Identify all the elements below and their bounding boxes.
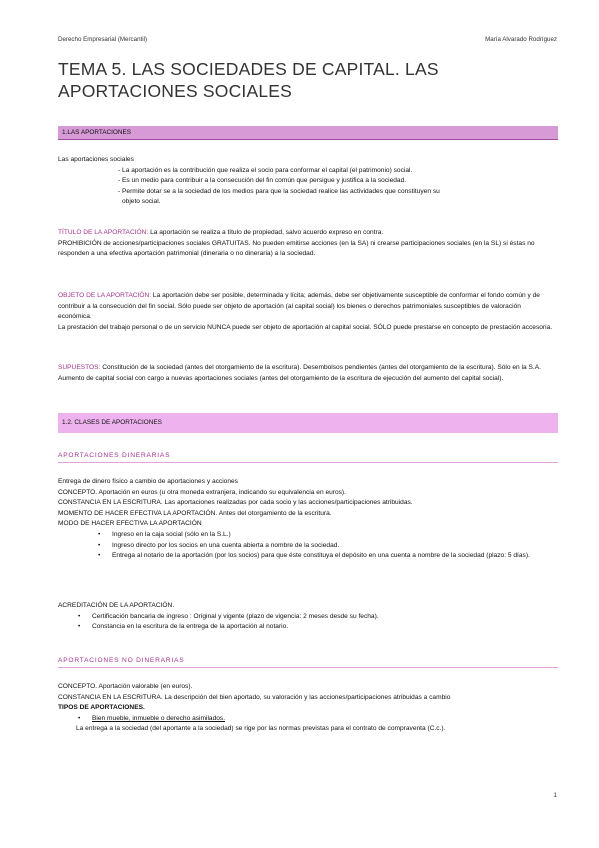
intro-text: Las aportaciones sociales [58,156,134,163]
section-heading-clases: 1.2. CLASES DE APORTACIONES [58,413,558,433]
dinerarias-line: Entrega de dinero físico a cambio de aportaciones y acciones [58,478,238,485]
header-course: Derecho Empresarial (Mercantil) [58,36,148,43]
bullet-icon: • [98,530,101,538]
titulo-paragraph [58,228,554,260]
no-dinerarias-block [58,682,554,735]
acreditacion-heading: ACREDITACIÓN DE LA APORTACIÓN. [58,602,175,609]
objeto-label: OBJETO DE LA APORTACIÓN: [58,292,152,299]
entrega-text: La entrega a la sociedad (del aportante a la sociedad) se rige por las normas previstas para el contrato de compraventa (C.c.). [76,725,446,733]
dash-item: - Permite dotar se a la sociedad de los medios para que la sociedad realice las actividades que constituyen su [118,187,440,195]
subheading-dinerarias: APORTACIONES DINERARIAS [58,452,558,463]
bullet-icon: • [98,552,101,560]
bullet-icon: • [78,623,81,631]
objeto-paragraph [58,291,554,333]
supuestos-label: SUPUESTOS: [58,364,101,371]
dinerarias-line: CONSTANCIA EN LA ESCRITURA. Las aportaciones realizadas por cada socio y las acciones/participaciones atribuidas. [58,499,413,507]
supuestos-paragraph [58,363,554,384]
dinerarias-line: MOMENTO DE HACER EFECTIVA LA APORTACIÓN. Antes del otorgamiento de la escritura. [58,509,332,517]
acreditacion-block [58,601,554,633]
dinerarias-line: CONCEPTO. Aportación en euros (u otra moneda extranjera, indicando su equivalencia en euros). [58,488,346,496]
page-title: TEMA 5. LAS SOCIEDADES DE CAPITAL. LAS APORTACIONES SOCIALES [58,59,439,101]
dash-item: - Es un medio para contribuir a la consecución del fin común que persigue y justifica a la sociedad. [118,177,407,185]
constancia-text: CONSTANCIA EN LA ESCRITURA. La descripción del bien aportado, su valoración y las acciones/participaciones atribuidas a cambio [58,693,451,701]
titulo-label: TÍTULO DE LA APORTACIÓN: [58,229,149,236]
objeto-text-2: La prestación del trabajo personal o de un servicio NUNCA puede ser objeto de aportación al capital social. SÓLO puede prestarse en concepto de prestación accesoria. [58,323,553,331]
list-item: • Ingreso directo por los socios en una cuenta abierta a nombre de la sociedad. [58,541,554,552]
list-item: • Bien mueble, inmueble o derecho asimilados. [58,714,554,725]
dinerarias-block [58,477,554,562]
prohibicion-text: PROHIBICIÓN de acciones/participaciones sociales GRATUITAS. No pueden emitirse acciones (en la SA) ni crearse participaciones sociales (en la SL) si éstas no responden a una efectiva aportación patrimonial (dineraria o no dineraria) a la sociedad. [58,239,535,258]
concepto-text: CONCEPTO. Aportación valorable (en euros). [58,683,193,690]
bullet-icon: • [78,714,81,722]
dash-item: objeto social. [122,198,161,206]
dinerarias-line: MODO DE HACER EFECTIVA LA APORTACIÓN [58,520,202,528]
bullet-icon: • [78,612,81,620]
objeto-text: La aportación debe ser posible, determinada y lícita; además, debe ser objetivamente susceptible de conformar el fondo común y de contribuir a la consecución del fin social. Sólo puede ser objeto de aportación (al capital social) los bienes o derechos patrimoniales susceptibles de valoración económica. [58,292,540,321]
list-item: • Certificación bancaria de ingreso : Original y vigente (plazo de vigencia: 2 meses desde su fecha). [58,612,554,623]
titulo-text: La aportación se realiza a título de propiedad, salvo acuerdo expreso en contra. [148,229,384,236]
header-author: María Alvarado Rodríguez [485,36,557,43]
list-item: • Ingreso en la caja social (sólo en la S.L.) [58,530,554,541]
list-item: • Entrega al notario de la aportación (por los socios) para que éste constituya el depósito en una cuenta a nombre de la sociedad (plazo: 5 días). [58,551,554,562]
tipos-heading: TIPOS DE APORTACIONES. [58,704,145,712]
intro-block [58,155,554,208]
list-item: • Constancia en la escritura de la entrega de la aportación al notario. [58,622,554,633]
page-number: 1 [553,792,557,799]
subheading-no-dinerarias: APORTACIONES NO DINERARIAS [58,657,558,668]
section-heading-aportaciones: 1.LAS APORTACIONES [58,126,558,140]
supuestos-text: Constitución de la sociedad (antes del otorgamiento de la escritura). Desembolsos pendientes (antes del otorgamiento de la escritura). Sólo en la S.A. Aumento de capital social con cargo a nuevas aportaciones sociales (antes del otorgamiento de la escritura de ejecución del aumento del capital social). [58,364,541,382]
bullet-icon: • [98,541,101,549]
dash-item: - La aportación es la contribución que realiza el socio para conformar el capital (el patrimonio) social. [118,166,413,174]
